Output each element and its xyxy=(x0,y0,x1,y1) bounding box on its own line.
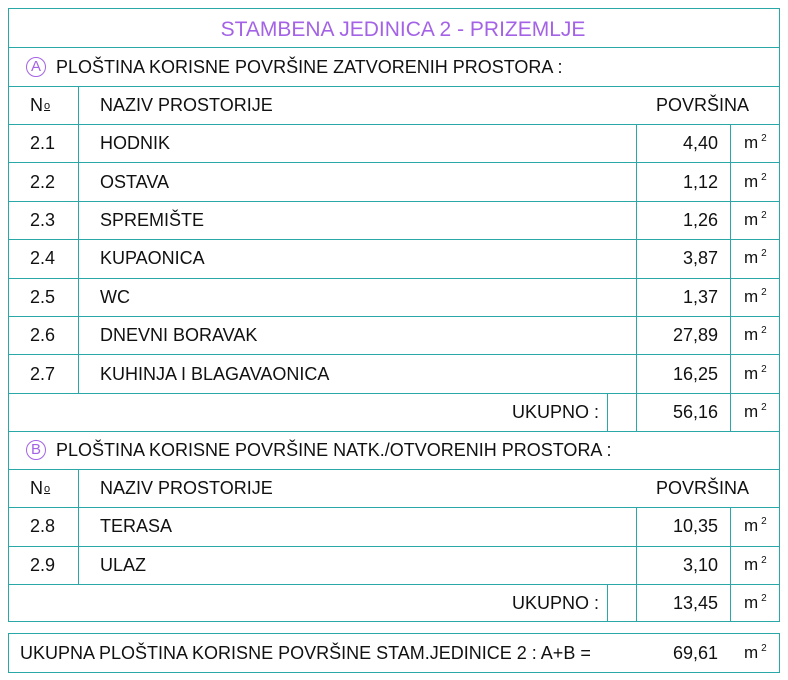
unit-label xyxy=(744,210,767,230)
grid-line-h xyxy=(8,431,780,432)
unit-label xyxy=(744,325,767,345)
row-number: 2.8 xyxy=(30,516,56,537)
grid-line-v xyxy=(78,507,79,584)
total-label: UKUPNO : xyxy=(512,402,600,422)
unit-exponent: 2 xyxy=(761,643,767,654)
number-symbol: N xyxy=(30,478,43,499)
row-area-value: 10,35 xyxy=(672,516,718,537)
unit-exponent: 2 xyxy=(761,248,767,260)
unit-label xyxy=(744,133,767,153)
unit-exponent: 2 xyxy=(761,286,767,298)
row-room-name: HODNIK xyxy=(100,133,171,154)
row-number: 2.1 xyxy=(30,133,56,154)
unit-label xyxy=(744,555,767,575)
grid-line-v xyxy=(607,584,608,622)
grid-line-v xyxy=(78,86,79,124)
total-value: 13,45 xyxy=(672,593,718,614)
row-room-name: WC xyxy=(100,286,130,307)
section-marker-a: A xyxy=(26,57,46,77)
grid-line-h xyxy=(8,316,780,317)
column-header-number xyxy=(30,478,50,498)
row-area-value: 3,87 xyxy=(682,248,718,269)
row-area-value: 1,26 xyxy=(682,210,718,230)
table-title: STAMBENA JEDINICA 2 - PRIZEMLJE xyxy=(220,18,586,41)
row-area-value: 1,12 xyxy=(682,171,718,192)
row-number: 2.3 xyxy=(30,210,56,230)
unit-symbol: m xyxy=(744,210,759,229)
unit-symbol: m xyxy=(744,593,759,613)
grid-line-v xyxy=(78,124,79,393)
grid-line-h xyxy=(8,124,780,125)
grid-line-v xyxy=(730,507,731,622)
column-header-area: POVRŠINA xyxy=(656,95,750,115)
unit-symbol: m xyxy=(744,402,759,421)
section-heading: PLOŠTINA KORISNE POVRŠINE ZATVORENIH PROSTORA : xyxy=(56,57,563,77)
row-room-name: DNEVNI BORAVAK xyxy=(100,325,258,346)
row-room-name: TERASA xyxy=(100,516,173,537)
unit-label xyxy=(744,287,767,307)
unit-label xyxy=(744,364,767,384)
row-area-value: 3,10 xyxy=(682,554,718,575)
row-room-name: KUHINJA I BLAGAVAONICA xyxy=(100,363,330,384)
grid-line-v xyxy=(607,393,608,431)
row-room-name: SPREMIŠTE xyxy=(100,210,205,230)
unit-exponent: 2 xyxy=(761,593,767,605)
unit-symbol: m xyxy=(744,554,759,574)
row-number: 2.7 xyxy=(30,363,56,384)
row-number: 2.9 xyxy=(30,554,56,575)
number-symbol: N xyxy=(30,95,43,115)
grand-total-label: UKUPNA PLOŠTINA KORISNE POVRŠINE STAM.JEDINICE 2 : A+B = xyxy=(20,643,591,663)
unit-symbol: m xyxy=(744,363,759,383)
grid-line-h xyxy=(8,507,780,508)
row-area-value: 27,89 xyxy=(672,325,718,346)
row-number: 2.6 xyxy=(30,325,56,346)
grid-line-h xyxy=(8,393,780,394)
grid-line-h xyxy=(8,162,780,163)
row-number: 2.2 xyxy=(30,171,56,192)
row-area-value: 1,37 xyxy=(682,286,718,307)
unit-symbol: m xyxy=(744,325,759,345)
unit-symbol: m xyxy=(744,516,759,536)
unit-exponent: 2 xyxy=(761,363,767,375)
row-number: 2.4 xyxy=(30,248,56,269)
unit-exponent: 2 xyxy=(761,554,767,566)
grid-line-v xyxy=(78,469,79,507)
grid-line-v xyxy=(730,124,731,431)
grid-line-h xyxy=(8,354,780,355)
total-value: 56,16 xyxy=(672,402,718,422)
grand-total-unit xyxy=(744,643,767,663)
row-area-value: 4,40 xyxy=(682,133,718,154)
column-header-name: NAZIV PROSTORIJE xyxy=(100,478,273,499)
column-header-number xyxy=(30,95,50,115)
unit-exponent: 2 xyxy=(761,402,767,413)
unit-label xyxy=(744,516,767,536)
grid-line-h xyxy=(8,239,780,240)
unit-label xyxy=(744,593,767,613)
grid-line-v xyxy=(636,124,637,431)
unit-symbol: m xyxy=(744,248,759,268)
grid-line-h xyxy=(8,201,780,202)
grid-line-h xyxy=(8,47,780,48)
unit-symbol: m xyxy=(744,286,759,306)
number-symbol-suffix: o xyxy=(44,100,51,112)
grid-line-h xyxy=(8,469,780,470)
number-symbol-suffix: o xyxy=(44,483,51,496)
unit-exponent: 2 xyxy=(761,133,767,145)
unit-label xyxy=(744,172,767,192)
row-number: 2.5 xyxy=(30,286,56,307)
unit-symbol: m xyxy=(744,643,759,662)
grid-line-h xyxy=(8,86,780,87)
unit-exponent: 2 xyxy=(761,516,767,528)
unit-exponent: 2 xyxy=(761,210,767,221)
section-heading: PLOŠTINA KORISNE POVRŠINE NATK./OTVORENIH PROSTORA : xyxy=(56,440,612,461)
column-header-area: POVRŠINA xyxy=(656,478,750,499)
section-marker-b: B xyxy=(26,440,46,460)
unit-exponent: 2 xyxy=(761,171,767,183)
total-label: UKUPNO : xyxy=(512,593,600,614)
unit-symbol: m xyxy=(744,171,759,191)
row-room-name: OSTAVA xyxy=(100,171,170,192)
column-header-name: NAZIV PROSTORIJE xyxy=(100,95,273,115)
grand-total-value: 69,61 xyxy=(672,643,718,663)
row-room-name: KUPAONICA xyxy=(100,248,205,269)
grid-line-h xyxy=(8,278,780,279)
unit-symbol: m xyxy=(744,133,759,153)
grid-line-h xyxy=(8,584,780,585)
row-area-value: 16,25 xyxy=(672,363,718,384)
unit-exponent: 2 xyxy=(761,325,767,337)
unit-label xyxy=(744,402,767,422)
row-room-name: ULAZ xyxy=(100,554,147,575)
grid-line-h xyxy=(8,546,780,547)
unit-label xyxy=(744,248,767,268)
